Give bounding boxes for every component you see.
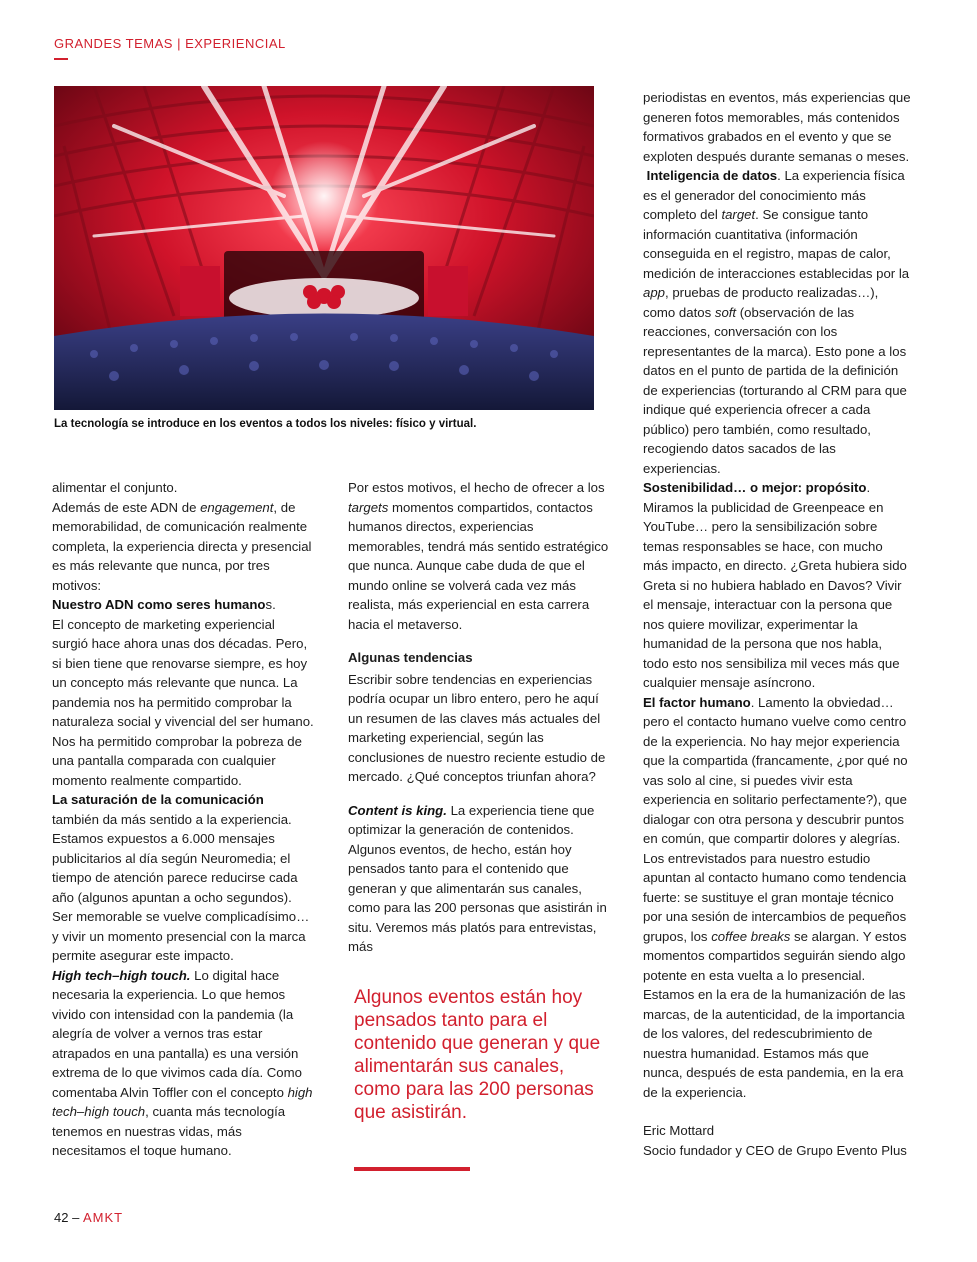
topic-label: EXPERIENCIAL [185, 36, 286, 51]
page-footer [54, 1210, 123, 1225]
paragraph: alimentar el conjunto. [52, 480, 178, 495]
paragraph: también da más sentido a la experiencia. Estamos expuestos a 6.000 mensajes publicitarios al día según Neuromedia; el tiempo de atención parece reducirse cada año (algunos apuntan a ocho segundos). Ser memorable se vuelve complicadísimo… y vivir un momento presencial con la marca permite asegurar este impacto. [52, 811, 310, 963]
author-role: Socio fundador y CEO de Grupo Evento Plus [643, 1142, 907, 1158]
header-accent-bar [54, 58, 68, 60]
paragraph: El factor humano. Lamento la obviedad… pero el contacto humano vuelve como centro de la experiencia. No hay mejor experiencia que la compartida (francamente, ¿por qué no vas solo al cine, si puedes vivir esta experiencia en solitario perfectamente?), que dialogar con otra persona y descubrir puntos en común, que compartir dolores y alegrías. Los entrevistados para nuestro estudio apuntan al contacto humano como tendencia fuerte: se sustituye el gran montaje técnico por una sesión de intercambios de pequeños grupos, los coffee breaks se alargan. Y estos momentos compartidos seguirán siendo algo potente en esta vuelta a lo presencial. Estamos en la era de la humanización de las marcas, de la autenticidad, de la importancia de los valores, del redescubrimiento de nuestra humanidad. Estamos más que nunca, después de esta pandemia, en la era de la experiencia. [643, 694, 908, 1100]
section-header [54, 36, 286, 51]
footer-dash: – [72, 1210, 80, 1225]
paragraph: Por estos motivos, el hecho de ofrecer a los targets momentos compartidos, contactos humanos directos, experiencias memorables, tendrá más sentido estratégico que nunca. Aunque cabe duda de que el mundo online se volverá cada vez más realista, más experiencial en esta carrera hacia el metaverso. [348, 480, 609, 632]
author-name: Eric Mottard [643, 1123, 715, 1138]
subhead: La saturación de la comunicación [52, 792, 264, 807]
page-number: 42 [54, 1210, 69, 1225]
section-subhead: Algunas tendencias [348, 650, 473, 665]
paragraph: Content is king. La experiencia tiene que optimizar la generación de contenidos. Algunos eventos, de hecho, están hoy pensados tanto para el contenido que generan y que alimentarán sus canales, como para las 200 personas que asistirán in situ. Veremos más platós para entrevistas, más [348, 802, 607, 954]
subhead: Inteligencia de datos [646, 168, 778, 183]
paragraph: periodistas en eventos, más experiencias que generen fotos memorables, más contenidos formativos grabados en el evento y que se exploten después durante semanas o meses. [643, 90, 911, 164]
paragraph: El concepto de marketing experiencial surgió hace ahora unas dos décadas. Pero, si bien tiene que renovarse siempre, es hoy un concepto más relevante que nunca. La pandemia nos ha permitido comprobar la naturaleza social y vivencial del ser humano. Nos ha permitido comprobar la pobreza de una pantalla comparada con cualquier momento realmente compartido. [52, 616, 314, 788]
pull-quote-accent-bar [354, 1167, 470, 1171]
subhead: Nuestro ADN como seres humano [52, 597, 266, 612]
subhead: Content is king. [348, 802, 447, 818]
paragraph: Sostenibilidad… o mejor: propósito. Miramos la publicidad de Greenpeace en YouTube… pero la sensibilización sobre temas responsables se hace, con mucho más impacto, en directo. ¿Greta hubiera sido Greta si no hubiera hablado en Davos? Vivir el mensaje, interactuar con la persona que nos quiere movilizar, experimentar la humanidad de la persona que nos habla, todo esto nos sensibiliza mil veces más que cualquier mensaje asíncrono. [643, 480, 907, 690]
article-column-3 [643, 88, 911, 1160]
header-separator: | [177, 36, 181, 51]
section-label: GRANDES TEMAS [54, 36, 173, 51]
magazine-logo: AMKT [82, 1210, 124, 1225]
subhead: Sostenibilidad… o mejor: propósito [643, 480, 867, 495]
paragraph: Nuestro ADN como seres humanos. [52, 597, 276, 612]
article-column-1 [52, 478, 314, 1161]
paragraph: High tech–high touch. Lo digital hace necesaria la experiencia. Lo que hemos vivido con intensidad con la pandemia (la alegría de volver a vernos tras estar atrapados en una pantalla) es una versión extrema de lo que vivimos cada día. Como comentaba Alvin Toffler con el concepto high tech–high touch, cuanta más tecnología tenemos en nuestras vidas, más necesitamos el toque humano. [52, 967, 313, 1158]
article-column-2 [348, 478, 610, 957]
paragraph: Escribir sobre tendencias en experiencias podría ocupar un libro entero, pero he aquí un resumen de las claves más actuales del marketing experiencial, según las conclusiones de nuestro reciente estudio de mercado. ¿Qué conceptos triunfan ahora? [348, 671, 606, 784]
paragraph: Además de este ADN de engagement, de memorabilidad, de comunicación realmente completa, la experiencia directa y presencial es más relevante que nunca, por tres motivos: [52, 499, 312, 593]
photo-caption: La tecnología se introduce en los eventos a todos los niveles: físico y virtual. [54, 418, 477, 430]
subhead: El factor humano [643, 694, 751, 710]
concert-hall-illustration [54, 86, 594, 410]
paragraph: Inteligencia de datos. La experiencia física es el generador del conocimiento más completo del target. Se consigue tanto información cuantitativa (información conseguida en el registro, mapas de calor, medición de interacciones establecidas por la app, pruebas de producto realizadas…), como datos soft (observación de las reacciones, conversación con los representantes de la marca). Esto pone a los datos en el punto de partida de la definición de experiencias (torturando al CRM para que indique qué experiencia ofrecer a cada público) pero también, como resultado, recogiendo datos sacados de las experiencias. [643, 168, 910, 476]
event-photo [54, 86, 594, 410]
pull-quote: Algunos eventos están hoy pensados tanto para el contenido que generan y que alimentarán sus canales, como para las 200 personas que asistirán. [354, 987, 601, 1123]
subhead: High tech–high touch. [52, 967, 191, 983]
